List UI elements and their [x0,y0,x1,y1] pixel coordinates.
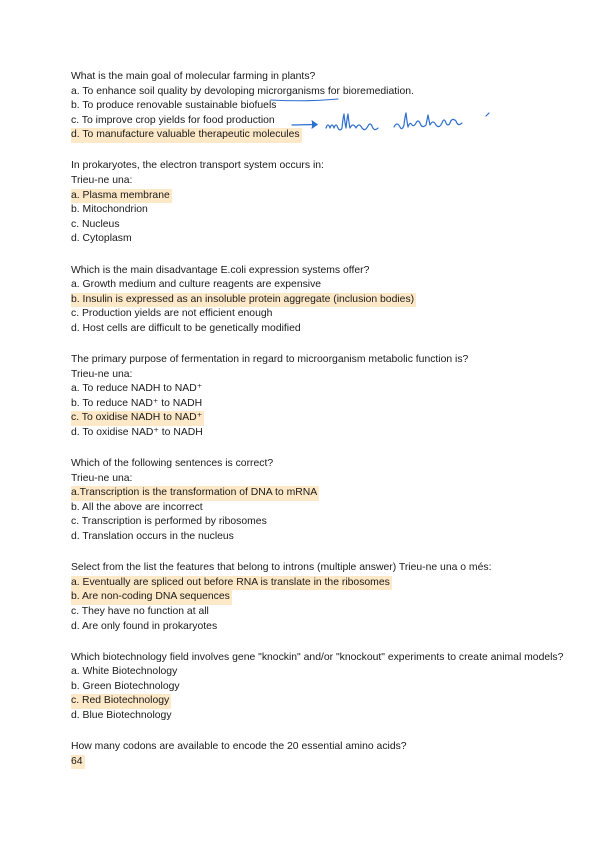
question-2-option-b: b. Mitochondrion [71,204,148,216]
highlighted-answer: 64 [71,755,85,770]
handwritten-annotation [290,110,530,150]
question-8-prompt: How many codons are available to encode the 20 essential amino acids? [71,741,407,753]
question-7-option-c [71,694,571,709]
question-5-instruction: Trieu-ne una: [71,472,133,484]
question-5-option-c: c. Transcription is performed by ribosomes [71,516,267,528]
question-4-option-c [71,411,571,426]
question-4-instruction: Trieu-ne una: [71,368,133,380]
question-3-prompt: Which is the main disadvantage E.coli expression systems offer? [71,264,370,276]
question-4-option-a: a. To reduce NADH to NAD⁺ [71,383,203,395]
question-3 [71,264,571,337]
question-1-prompt: What is the main goal of molecular farming in plants? [71,71,316,82]
question-4-option-d: d. To oxidise NAD⁺ to NADH [71,426,203,438]
highlighted-answer: b. Are non-coding DNA sequences [71,590,232,605]
question-5-prompt: Which of the following sentences is correct? [71,458,274,470]
highlighted-answer: c. Red Biotechnology [71,694,171,709]
arrow-icon [292,121,317,128]
question-5-option-a [71,486,571,501]
question-7-option-d: d. Blue Biotechnology [71,709,172,721]
question-7-option-a: a. White Biotechnology [71,666,178,678]
question-2-option-a [71,189,571,204]
question-6-option-a [71,576,571,591]
quiz-document [71,70,571,786]
question-5-option-d: d. Translation occurs in the nucleus [71,531,234,543]
question-3-option-a: a. Growth medium and culture reagents are expensive [71,279,322,291]
question-3-option-c: c. Production yields are not efficient enough [71,308,273,320]
highlighted-answer: a.Transcription is the transformation of DNA to mRNA [71,486,319,501]
question-6-prompt: Select from the list the features that belong to introns (multiple answer) Trieu-ne una o més: [71,562,492,574]
question-7-prompt: Which biotechnology field involves gene "knockin" and/or "knockout" experiments to create animal models? [71,651,564,663]
question-2-option-d: d. Cytoplasm [71,233,132,245]
question-4-option-b: b. To reduce NAD⁺ to NADH [71,397,203,409]
question-6-option-c: c. They have no function at all [71,605,209,617]
question-2 [71,159,571,247]
question-4-prompt: The primary purpose of fermentation in regard to microorganism metabolic function is? [71,354,469,365]
question-8-answer [71,755,571,770]
question-6 [71,561,571,634]
question-8 [71,740,571,769]
question-1-option-a: a. To enhance soil quality by devoloping microrganisms for bioremediation. [71,85,414,97]
question-7 [71,651,571,724]
question-5 [71,457,571,545]
handwritten-note [326,113,489,130]
highlighted-answer: d. To manufacture valuable therapeutic molecules [71,128,302,143]
question-5-option-b: b. All the above are incorrect [71,501,203,513]
question-1-option-c: c. To improve crop yields for food production [71,114,275,126]
question-1-option-b: b. To produce renovable sustainable biofuels [71,100,277,112]
question-6-option-d: d. Are only found in prokaryotes [71,620,218,632]
highlighted-answer: a. Plasma membrane [71,189,172,204]
question-7-option-b: b. Green Biotechnology [71,680,180,692]
question-3-option-d: d. Host cells are difficult to be genetically modified [71,322,301,334]
highlighted-answer: a. Eventually are spliced out before RNA is translate in the ribosomes [71,576,392,591]
highlighted-answer: b. Insulin is expressed as an insoluble protein aggregate (inclusion bodies) [71,293,416,308]
question-3-option-b [71,293,571,308]
handwritten-underline [270,98,340,102]
question-6-option-b [71,590,571,605]
question-2-prompt: In prokaryotes, the electron transport system occurs in: [71,160,324,172]
question-4 [71,353,571,441]
highlighted-answer: c. To oxidise NADH to NAD⁺ [71,411,204,426]
question-2-instruction: Trieu-ne una: [71,175,133,187]
question-2-option-c: c. Nucleus [71,218,120,230]
